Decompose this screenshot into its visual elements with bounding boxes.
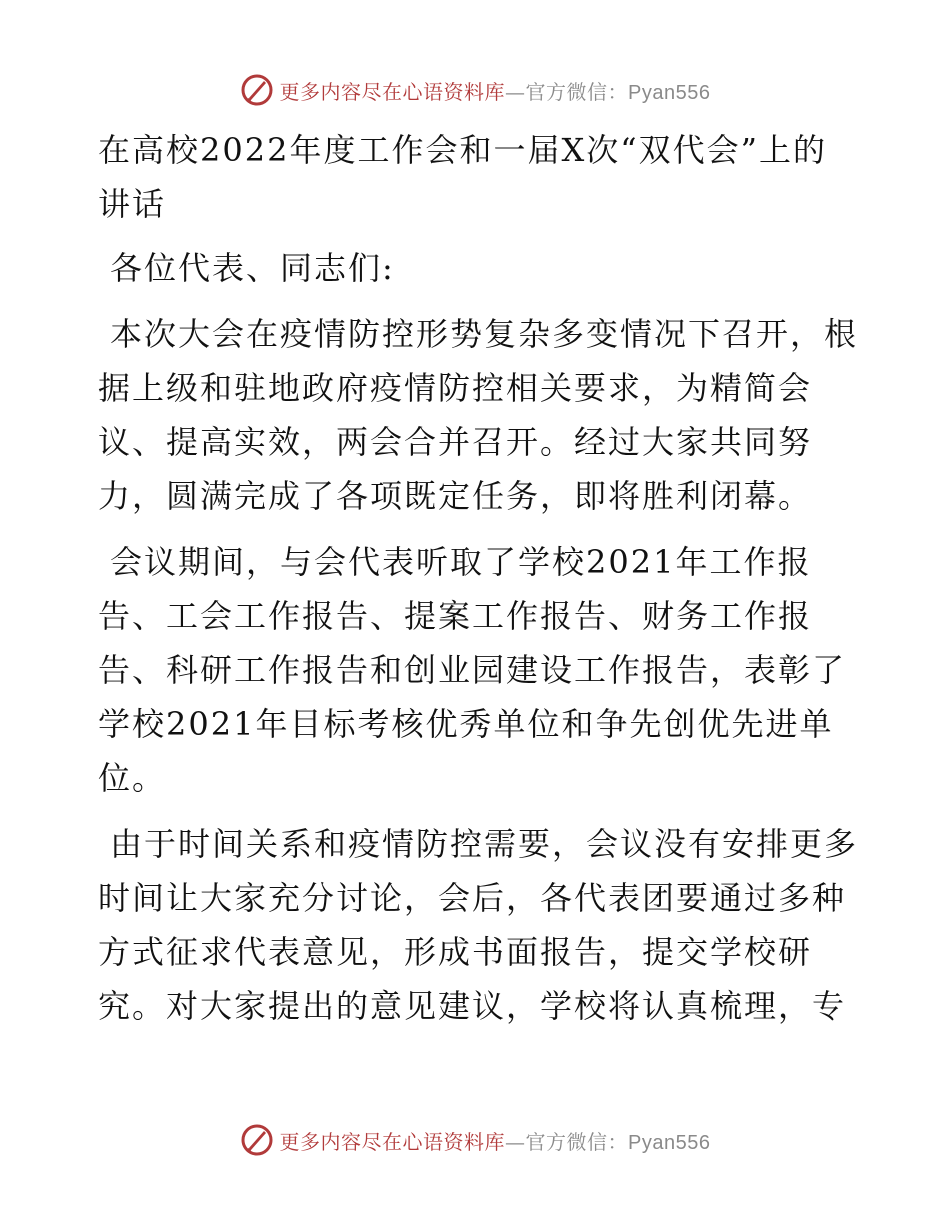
document-paragraph: 由于时间关系和疫情防控需要，会议没有安排更多时间让大家充分讨论，会后，各代表团要通过多种方式征求代表意见，形成书面报告，提交学校研究。对大家提出的意见建议，学校将认真梳理，专 (98, 825, 859, 1025)
quill-logo-icon (240, 73, 274, 107)
header-watermark (0, 70, 950, 110)
header-dash: — (505, 79, 526, 104)
document-title: 在高校2022年度工作会和一届X次“双代会”上的讲话 (98, 131, 827, 223)
header-wechat-label: 官方微信： (525, 79, 629, 104)
header-watermark-text (280, 76, 711, 105)
header-wechat-id: Pyan556 (628, 81, 711, 104)
footer-watermark (0, 1120, 950, 1160)
document-paragraph: 本次大会在疫情防控形势复杂多变情况下召开，根据上级和驻地政府疫情防控相关要求，为精简会议、提高实效，两会合并召开。经过大家共同努力，圆满完成了各项既定任务，即将胜利闭幕。 (98, 315, 859, 515)
document-body (98, 123, 858, 1045)
header-site-name: 更多内容尽在心语资料库 (279, 79, 506, 104)
document-greeting: 各位代表、同志们: (110, 249, 395, 287)
footer-wechat-id: Pyan556 (628, 1131, 711, 1154)
quill-logo-icon (240, 1123, 274, 1157)
footer-watermark-text (280, 1126, 711, 1155)
footer-wechat-label: 官方微信： (525, 1129, 629, 1154)
footer-dash: — (505, 1129, 526, 1154)
document-paragraph: 会议期间，与会代表听取了学校2021年工作报告、工会工作报告、提案工作报告、财务工作报告、科研工作报告和创业园建设工作报告，表彰了学校2021年目标考核优秀单位和争先创优先进单位。 (98, 543, 847, 797)
footer-site-name: 更多内容尽在心语资料库 (279, 1129, 506, 1154)
